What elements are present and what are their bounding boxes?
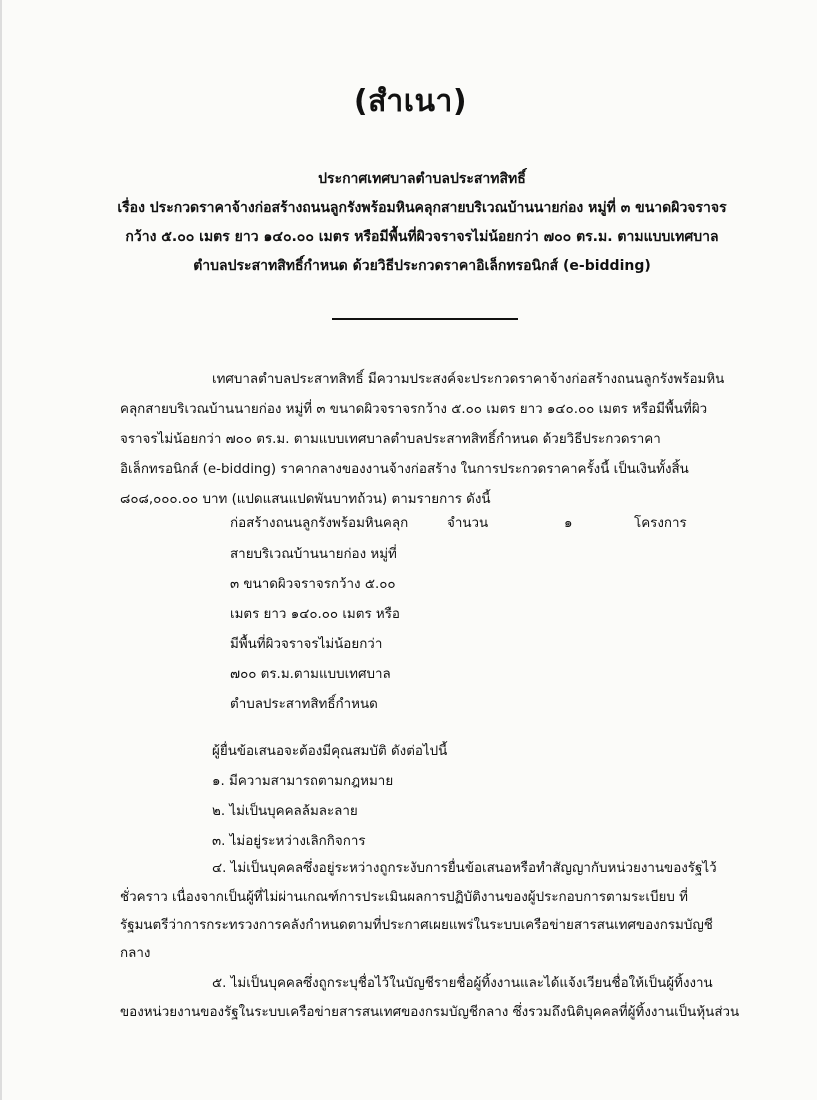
qualification-5-line-2: ของหน่วยงานของรัฐในระบบเครือข่ายสารสนเทศของกรมบัญชีกลาง ซึ่งรวมถึงนิติบุคคลที่ผู้ทิ้งงานเป็นหุ้นส่วน bbox=[120, 1005, 740, 1020]
item-desc-line: เมตร ยาว ๑๔๐.๐๐ เมตร หรือ bbox=[230, 607, 400, 622]
item-unit: โครงการ bbox=[634, 516, 687, 531]
title-line-2: เรื่อง ประกวดราคาจ้างก่อสร้างถนนลูกรังพร้อมหินคลุกสายบริเวณบ้านนายก่อง หมู่ที่ ๓ ขนาดผิวจราจร bbox=[117, 200, 727, 216]
item-qty-label: จำนวน bbox=[447, 516, 489, 531]
qualifications-heading: ผู้ยื่นข้อเสนอจะต้องมีคุณสมบัติ ดังต่อไปนี้ bbox=[212, 744, 448, 759]
announcement-title bbox=[102, 165, 742, 281]
qualification-4-line-3: รัฐมนตรีว่าการกระทรวงการคลังกำหนดตามที่ประกาศเผยแพร่ในระบบเครือข่ายสารสนเทศของกรมบัญชี bbox=[120, 918, 713, 933]
item-desc-line: ก่อสร้างถนนลูกรังพร้อมหินคลุก bbox=[230, 516, 409, 531]
intro-line-1: เทศบาลตำบลประสาทสิทธิ์ มีความประสงค์จะประกวดราคาจ้างก่อสร้างถนนลูกรังพร้อมหิน bbox=[212, 372, 725, 387]
item-desc-line: ๗๐๐ ตร.ม.ตามแบบเทศบาล bbox=[230, 667, 391, 682]
qualification-item: ๑. มีความสามารถตามกฎหมาย bbox=[212, 774, 394, 789]
qualification-4-line-4: กลาง bbox=[120, 946, 151, 961]
qualification-4-line-1: ๔. ไม่เป็นบุคคลซึ่งอยู่ระหว่างถูกระงับการยื่นข้อเสนอหรือทำสัญญากับหน่วยงานของรัฐไว้ bbox=[212, 861, 717, 876]
intro-line-5: ๘๐๘,๐๐๐.๐๐ บาท (แปดแสนแปดพันบาทถ้วน) ตามรายการ ดังนี้ bbox=[120, 492, 491, 507]
item-desc-line: ตำบลประสาทสิทธิ์กำหนด bbox=[230, 697, 378, 712]
item-desc-line: สายบริเวณบ้านนายก่อง หมู่ที่ bbox=[230, 547, 397, 562]
qualification-4-line-2: ชั่วคราว เนื่องจากเป็นผู้ที่ไม่ผ่านเกณฑ์การประเมินผลการปฏิบัติงานของผู้ประกอบการตามระเบียบ ที่ bbox=[120, 890, 688, 905]
intro-line-3: จราจรไม่น้อยกว่า ๗๐๐ ตร.ม. ตามแบบเทศบาลตำบลประสาทสิทธิ์กำหนด ด้วยวิธีประกวดราคา bbox=[120, 432, 661, 447]
title-divider bbox=[332, 318, 518, 320]
intro-line-4: อิเล็กทรอนิกส์ (e-bidding) ราคากลางของงานจ้างก่อสร้าง ในการประกวดราคาครั้งนี้ เป็นเงินทั้งสิ้น bbox=[120, 462, 689, 477]
qualification-item: ๒. ไม่เป็นบุคคลล้มละลาย bbox=[212, 804, 358, 819]
title-line-1: ประกาศเทศบาลตำบลประสาทสิทธิ์ bbox=[318, 171, 526, 187]
item-desc-line: มีพื้นที่ผิวจราจรไม่น้อยกว่า bbox=[230, 637, 383, 652]
item-qty-value: ๑ bbox=[564, 516, 573, 531]
qualification-5-line-1: ๕. ไม่เป็นบุคคลซึ่งถูกระบุชื่อไว้ในบัญชีรายชื่อผู้ทิ้งงานและได้แจ้งเวียนชื่อให้เป็นผู้ทิ้งงาน bbox=[212, 976, 713, 991]
intro-line-2: คลุกสายบริเวณบ้านนายก่อง หมู่ที่ ๓ ขนาดผิวจราจรกว้าง ๕.๐๐ เมตร ยาว ๑๔๐.๐๐ เมตร หรือมีพื้นที่ผิว bbox=[120, 402, 708, 417]
copy-heading: (สำเนา) bbox=[353, 84, 468, 119]
qualification-item: ๓. ไม่อยู่ระหว่างเลิกกิจการ bbox=[212, 834, 366, 849]
item-desc-line: ๓ ขนาดผิวจราจรกว้าง ๕.๐๐ bbox=[230, 577, 396, 592]
title-line-4: ตำบลประสาทสิทธิ์กำหนด ด้วยวิธีประกวดราคาอิเล็กทรอนิกส์ (e-bidding) bbox=[193, 258, 651, 274]
title-line-3: กว้าง ๕.๐๐ เมตร ยาว ๑๔๐.๐๐ เมตร หรือมีพื้นที่ผิวจราจรไม่น้อยกว่า ๗๐๐ ตร.ม. ตามแบบเทศบาล bbox=[125, 229, 719, 245]
